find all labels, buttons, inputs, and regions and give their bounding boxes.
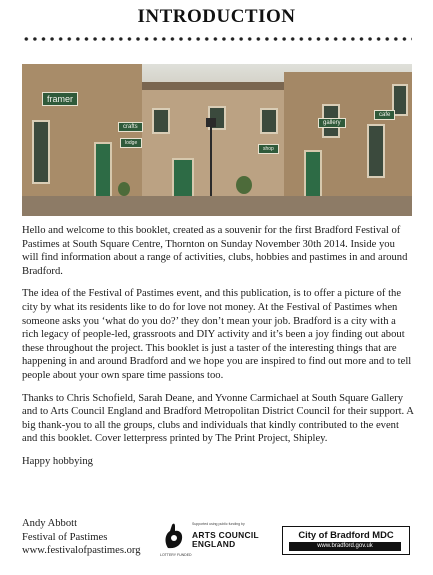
arts-council-funding-text: Supported using public funding by bbox=[192, 522, 245, 526]
photo-courtyard bbox=[22, 196, 412, 216]
bradford-mdc-url: www.bradford.gov.uk bbox=[289, 542, 401, 551]
lottery-funded-text: LOTTERY FUNDED bbox=[160, 553, 192, 557]
photo-door bbox=[304, 150, 322, 202]
website-link[interactable]: www.festivalofpastimes.org bbox=[22, 545, 141, 557]
lottery-hand-icon bbox=[160, 522, 188, 552]
author-name: Andy Abbott bbox=[22, 518, 78, 529]
page-title: INTRODUCTION bbox=[137, 6, 296, 27]
arts-council-wordmark bbox=[192, 531, 259, 549]
photo-sign-framer: framer bbox=[42, 92, 78, 106]
bradford-mdc-logo bbox=[282, 526, 410, 555]
bradford-mdc-name: City of Bradford MDC bbox=[298, 529, 394, 540]
photo-window bbox=[260, 108, 278, 134]
intro-paragraph-welcome: Hello and welcome to this booklet, created as a souvenir for the first Bradford Festival of Pastimes at South Square Centre, Thornton on Sunday November 30th 2014. Inside you will find information about a range of activities, clubs, hobbies and pastimes in and around Bradford. bbox=[22, 225, 408, 277]
photo-window bbox=[367, 124, 385, 178]
photo-door bbox=[94, 142, 112, 202]
photo-plant bbox=[118, 182, 130, 196]
arts-council-logo bbox=[160, 520, 270, 560]
photo-roof bbox=[132, 82, 302, 90]
photo-sign-lodge: lodge bbox=[120, 138, 142, 148]
author-role: Festival of Pastimes bbox=[22, 531, 108, 543]
intro-paragraph-signoff: Happy hobbying bbox=[22, 455, 93, 467]
photo-window bbox=[32, 120, 50, 184]
introduction-text bbox=[22, 224, 414, 478]
intro-paragraph-thanks: Thanks to Chris Schofield, Sarah Deane, and Yvonne Carmichael at South Square Gallery and to Arts Council England and Bradford Metropolitan District Council for their support. A big thank-you to all the groups, clubs and individuals that kindly contributed to the event and this booklet. Cover letterpress printed by The Print Project, Shipley. bbox=[22, 392, 414, 445]
photo-sign-gallery: gallery bbox=[318, 118, 346, 128]
south-square-photo bbox=[22, 64, 412, 216]
photo-sign-shop: shop bbox=[258, 144, 279, 154]
photo-plant bbox=[236, 176, 252, 194]
arts-council-line1: ARTS COUNCIL bbox=[192, 530, 259, 540]
photo-lamp-post bbox=[210, 124, 212, 199]
photo-back-building bbox=[132, 86, 302, 196]
photo-sign-crafts: crafts bbox=[118, 122, 143, 132]
intro-paragraph-idea: The idea of the Festival of Pastimes event, and this publication, is to offer a picture of the city by what its residents like to do for love not money. At the Festival of Pastimes when someone asks you ‘what do you do?’ they don’t mean your job. Bradford is a city with a rich legacy of people-led, grassroots and DIY activity and it’s been a joy finding out about these throughout the project. This booklet is just a taster of the interesting things that are happening in and around Bradford and we hope you are inspired to find out more and to tell people about your own spare time passions too. bbox=[22, 288, 412, 381]
photo-window bbox=[152, 108, 170, 134]
arts-council-line2: ENGLAND bbox=[192, 539, 236, 549]
signature-block bbox=[22, 517, 141, 558]
photo-sign-cafe: cafe bbox=[374, 110, 395, 120]
dotted-divider bbox=[22, 34, 412, 44]
